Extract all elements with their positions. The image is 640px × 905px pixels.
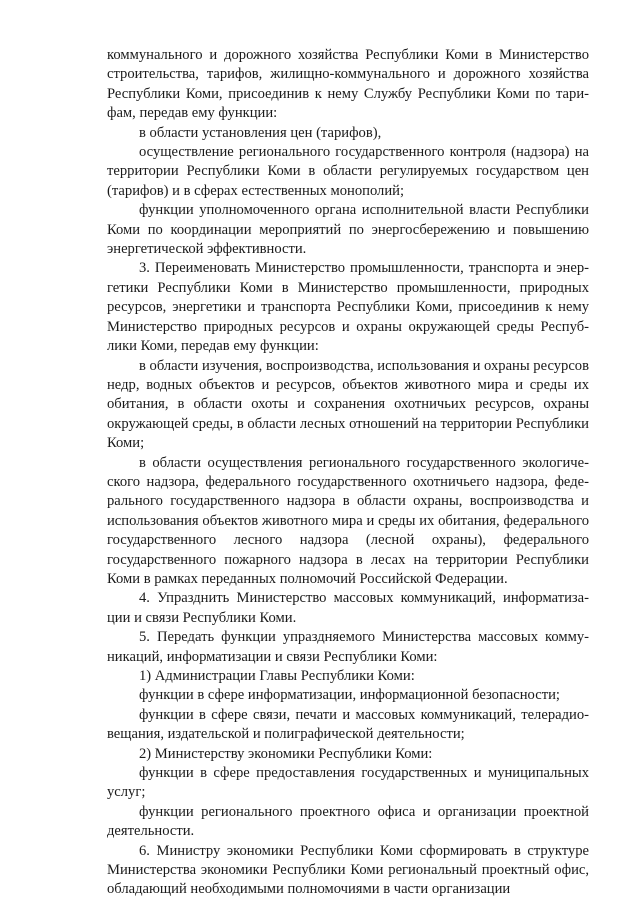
paragraph-ministry-construction: коммунального и дорожного хозяйства Республики Коми в Министерство строительства, тарифов, жилищно-коммунального и дорожного хозяйства Республики Коми, присоединив к нему Службу Республики Коми по тарифам, передав ему функции: [107, 47, 589, 122]
paragraph-ecological-supervision: в области осуществления регионального государственного экологического надзора, федерального государственного охотничьего надзора, федерального государственного надзора в области охраны, воспроизводства и использования объектов животного мира и среды их обитания, федерального государственного лесного надзора (лесной охраны), федерального государственного пожарного надзора в лесах на территории Республики Коми в рамках переданных полномочий Российской Федерации. [107, 454, 589, 587]
paragraph-informatization: функции в сфере информатизации, информационной безопасности; [139, 687, 560, 704]
paragraph-subitem-1-administration: 1) Администрации Главы Республики Коми: [139, 668, 415, 684]
paragraph-natural-resources: в области изучения, воспроизводства, использования и охраны ресурсов недр, водных объектов и ресурсов, объектов животного мира и среды их обитания, в области охоты и сохранения охотничьих ресурсов, охраны окружающей среды, в области лесных отношений на территории Республики Коми; [107, 357, 589, 452]
paragraph-item-3-rename: 3. Переименовать Министерство промышленности, транспорта и энергетики Республики Коми в Министерство промышленности, природных ресурсов, энергетики и транспорта Республики Коми, присоединив к нему Министерство природных ресурсов и охраны окружающей среды Республики Коми, передав ему функции: [107, 260, 589, 355]
paragraph-regional-control: осуществление регионального государственного контроля (надзора) на территории Республики Коми в области регулируемых государством цен (тарифов) и в сферах естественных монополий; [107, 144, 589, 199]
paragraph-communications: функции в сфере связи, печати и массовых коммуникаций, телерадиовещания, издательской и полиграфической деятельности; [107, 706, 589, 743]
paragraph-item-4-abolish: 4. Упразднить Министерство массовых коммуникаций, информатизации и связи Республики Коми. [107, 590, 589, 626]
paragraph-item-5-transfer: 5. Передать функции упраздняемого Министерства массовых коммуникаций, информатизации и связи Республики Коми: [107, 629, 589, 665]
paragraph-item-6-economy-minister: 6. Министру экономики Республики Коми сформировать в структуре Министерства экономики Республики Коми региональный проектный офис, обладающий необходимыми полномочиями в части организации [107, 842, 589, 898]
paragraph-energy-saving: функции уполномоченного органа исполнительной власти Республики Коми по координации мероприятий по энергосбережению и повышению энергетической эффективности. [107, 202, 589, 258]
paragraph-public-services: функции в сфере предоставления государственных и муниципальных услуг; [107, 765, 589, 801]
paragraph-pricing-function: в области установления цен (тарифов), [139, 124, 382, 141]
paragraph-subitem-2-economy: 2) Министерству экономики Республики Коми: [139, 745, 433, 762]
paragraph-project-office: функции регионального проектного офиса и организации проектной деятельности. [107, 803, 589, 840]
document-page [107, 46, 589, 900]
